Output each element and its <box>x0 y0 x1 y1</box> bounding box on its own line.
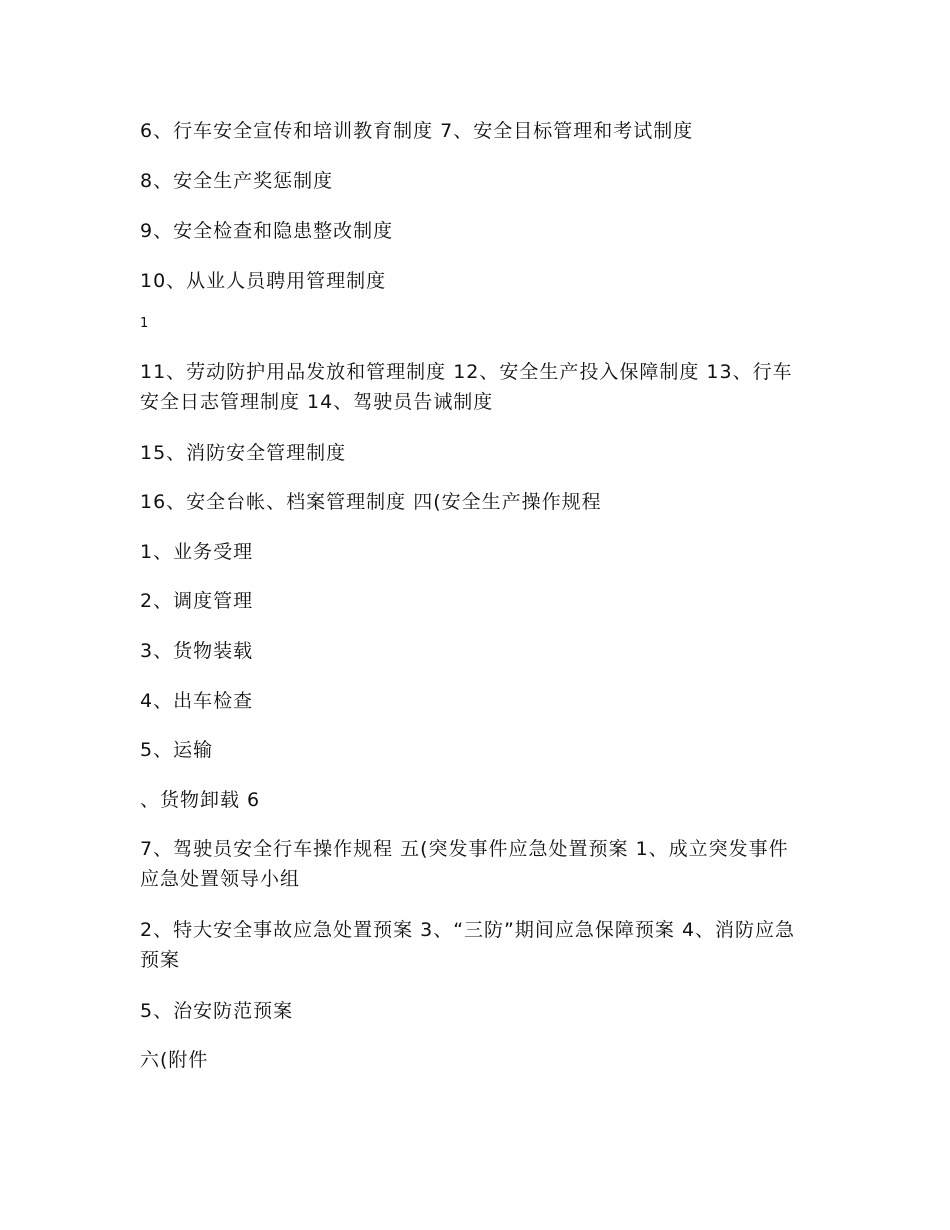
text-line: 15、消防安全管理制度 <box>140 442 347 464</box>
text-line: 5、治安防范预案 <box>140 1000 294 1022</box>
text-line: 5、运输 <box>140 739 214 761</box>
text-line: 9、安全检查和隐患整改制度 <box>140 220 394 242</box>
text-line: 10、从业人员聘用管理制度 <box>140 270 387 292</box>
page-number: 1 <box>140 316 149 331</box>
text-line: 6、行车安全宣传和培训教育制度 7、安全目标管理和考试制度 <box>140 120 694 142</box>
text-line: 11、劳动防护用品发放和管理制度 12、安全生产投入保障制度 13、行车安全日志管理制度 14、驾驶员告诫制度 <box>140 361 793 413</box>
text-line: 7、驾驶员安全行车操作规程 五(突发事件应急处置预案 1、成立突发事件应急处置领导小组 <box>140 838 789 890</box>
text-line: 2、调度管理 <box>140 590 254 612</box>
text-line: 六(附件 <box>140 1049 209 1071</box>
text-line: 1、业务受理 <box>140 541 254 563</box>
text-line: 2、特大安全事故应急处置预案 3、“三防”期间应急保障预案 4、消防应急预案 <box>140 919 796 971</box>
text-line: 3、货物装载 <box>140 640 254 662</box>
text-line: 16、安全台帐、档案管理制度 四(安全生产操作规程 <box>140 491 602 513</box>
text-line: 8、安全生产奖惩制度 <box>140 170 334 192</box>
text-line: 4、出车检查 <box>140 690 254 712</box>
text-line: 、货物卸载 6 <box>140 789 261 811</box>
